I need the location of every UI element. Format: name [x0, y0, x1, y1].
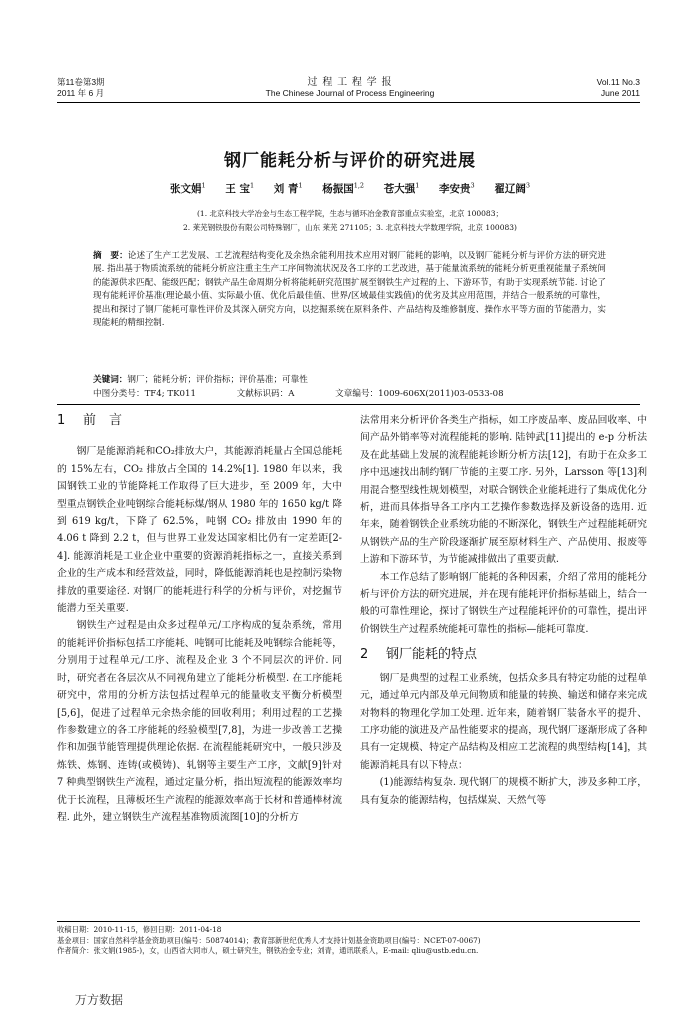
footnote: [57, 925, 647, 957]
header-right: [597, 77, 640, 99]
keywords-text: 钢厂；能耗分析；评价指标；评价基准；可靠性: [127, 375, 308, 385]
author: 王 宝$^1$: [225, 181, 255, 195]
paragraph: 钢厂是典型的过程工业系统，包括众多具有特定功能的过程单元，通过单元内部及单元间物质和能量的转换、输送和储存来完成对物料的物理化学加工处理. 近年来，随着钢厂装备水平的提升、工序功能的演进及产品性能要求的提高，现代钢厂逐渐形成了各种具有一定规模、特定产品结构及相应工艺流程的典型结构[14]，其能源消耗具有以下特点：: [360, 672, 647, 771]
watermark-text: 万方数据: [75, 993, 124, 1007]
date-en: June 2011: [600, 88, 640, 98]
right-column: [360, 412, 647, 809]
section-heading: 2 钢厂能耗的特点: [360, 647, 478, 663]
author: 杨振国$^{1,2}$: [322, 181, 365, 195]
abstract: [93, 250, 606, 330]
left-column: [57, 412, 342, 826]
keywords: [93, 374, 606, 387]
section-heading: 1 前 言: [57, 413, 123, 428]
paragraph: 法常用来分析评价各类生产指标，如工序废品率、废品回收率、中间产品外销率等对流程能耗的影响. 陆钟武[11]提出的 e-p 分析法及在此基础上发展的流程能耗诊断分析方法[12]，有助于在众多工序中迅速找出制约钢厂节能的主要工序. 另外，Larsson 等[13]利用混合整型线性规划模型，对联合钢铁企业能耗进行了集成优化分析，进而具体指导各工序内工艺操作参数选择及新设备的选用. 近年来，随着钢铁企业系统功能的不断深化，钢铁生产过程能耗研究从钢铁产品的生产阶段逐渐扩展至原材料生产、产品使用、报废等上游和下游环节，为节能减排做出了重要贡献.: [360, 415, 647, 566]
paragraph: 本工作总结了影响钢厂能耗的各种因素，介绍了常用的能耗分析与评价方法的研究进展，并在现有能耗评价指标基础上，结合一般的可靠性理论，探讨了钢铁生产过程能耗评价的可靠性，提出评价钢铁生产过程系统能耗可靠性的指标—能耗可靠度.: [360, 571, 647, 635]
received-date: 收稿日期：2010-11-15，修回日期：2011-04-18: [57, 925, 222, 934]
article-number: 文章编号：1009-606X(2011)03-0533-08: [335, 389, 504, 399]
volume-en: Vol.11 No.3: [596, 77, 640, 87]
keywords-label: 关键词：: [93, 375, 128, 385]
paragraph: 钢厂是能源消耗和CO₂排放大户，其能源消耗量占全国总能耗的 15%左右，CO₂ 排放占全国的 14.2%[1]. 1980 年以来，我国钢铁工业的节能降耗工作取得了巨大进步，至 2009 年，大中型重点钢铁企业吨钢综合能耗标煤/钢从 1980 年的 1650 kg/t 降到 619 kg/t，下降了 62.5%，吨钢 CO₂ 排放由 1990 年的 4.06 t 降到 2.2 t，但与世界工业发达国家相比仍有一定差距[2-4]. 能源消耗是工业企业中重要的资源消耗指标之一，直接关系到企业的生产成本和经营效益，同时，降低能源消耗也是控制污染物排放的重要途径. 对钢厂的能耗进行科学的分析与评价，对挖掘节能潜力至关重要.: [57, 446, 342, 615]
issue-date: 2011 年 6 月: [57, 88, 105, 98]
author: 刘 青$^1$: [273, 181, 303, 195]
header-left: [57, 77, 105, 99]
abstract-rule: [57, 404, 640, 405]
journal-name-cn: 过 程 工 程 学 报: [307, 77, 393, 88]
journal-name-en: The Chinese Journal of Process Engineering: [265, 88, 435, 98]
header-rule: [57, 102, 640, 103]
author-list: [0, 181, 700, 196]
affiliation-line: (1. 北京科技大学冶金与生态工程学院，生态与循环冶金教育部重点实验室，北京 100083；: [197, 209, 503, 218]
header-center: [200, 77, 500, 99]
abstract-text: 论述了生产工艺发展、工艺流程结构变化及余热余能利用技术应用对钢厂能耗的影响，以及钢厂能耗分析与评价方法的研究进展. 指出基于物质流系统的能耗分析应注重主生产工序间物流状况及各工序的工艺改进，基于能量流系统的能耗分析更重视能量子系统间的能源供求匹配、能级匹配；钢铁产品生命周期分析将能耗研究范围扩展至钢铁生产过程的上、下游环节，有助于实现系统节能. 讨论了现有能耗评价基准(理论最小值、实际最小值、优化后最佳值、世界/区域最佳实践值)的优劣及其应用范围，并结合一般系统的可靠性，提出和探讨了钢厂能耗可靠性评价及其深入研究方向，以挖掘系统在原料条件、产品结构及维修制度、操作水平等方面的节能潜力，实现能耗的精细控制.: [93, 251, 606, 329]
author-bio: 作者简介：张文娟(1985-)，女，山西省大同市人，硕士研究生，钢铁冶金专业；刘青，通讯联系人，E-mail: qliu@ustb.edu.cn.: [57, 946, 479, 955]
fund-info: 基金项目：国家自然科学基金资助项目(编号：50874014)；教育部新世纪优秀人才支持计划基金资助项目(编号：NCET-07-0067): [57, 935, 481, 945]
author: 苍大强$^1$: [383, 181, 420, 195]
author: 李安贵$^3$: [439, 181, 475, 195]
paper-title: 钢厂能耗分析与评价的研究进展: [224, 151, 476, 171]
abstract-label: 摘 要：: [93, 251, 128, 261]
paragraph: (1)能源结构复杂. 现代钢厂的规模不断扩大，涉及多种工序，具有复杂的能源结构，包括煤炭、天然气等: [360, 777, 647, 806]
paragraph: 钢铁生产过程是由众多过程单元/工序构成的复杂系统，常用的能耗评价指标包括工序能耗、吨钢可比能耗及吨钢综合能耗等，分别用于过程单元/工序、流程及企业 3 个不同层次的评价. 同时，研究者在各层次从不同视角建立了能耗分析模型. 在工序能耗研究中，常用的分析方法包括过程单元的能量收支平衡分析模型[5,6]，促进了过程单元余热余能的回收利用；利用过程的工艺操作参数建立的各工序能耗的经验模型[7,8]，为进一步改善工艺操作和加强节能管理提供理论依据. 在流程能耗研究中，一般只涉及炼铁、炼钢、连铸(或模铸)、轧钢等主要生产工序，文献[9]针对 7 种典型钢铁生产流程，通过定量分析，指出短流程的能源效率均优于长流程，且薄板坯生产流程的能源效率高于长材和普通棒材流程. 此外，建立钢铁生产流程基准物质流图[10]的分析方: [57, 620, 342, 823]
document-code: 文献标识码：A: [236, 389, 295, 399]
footnote-rule: [57, 921, 640, 922]
clc-number: 中图分类号：TF4; TK011: [93, 389, 196, 399]
volume-issue: 第11卷第3期: [57, 77, 105, 87]
author: 张文娟$^1$: [170, 181, 206, 195]
affiliation-line: 2. 莱芜钢铁股份有限公司特殊钢厂，山东 莱芜 271105；3. 北京科技大学数理学院，北京 100083): [183, 223, 517, 232]
author: 翟辽阔$^3$: [494, 181, 530, 195]
classification: [93, 388, 606, 401]
